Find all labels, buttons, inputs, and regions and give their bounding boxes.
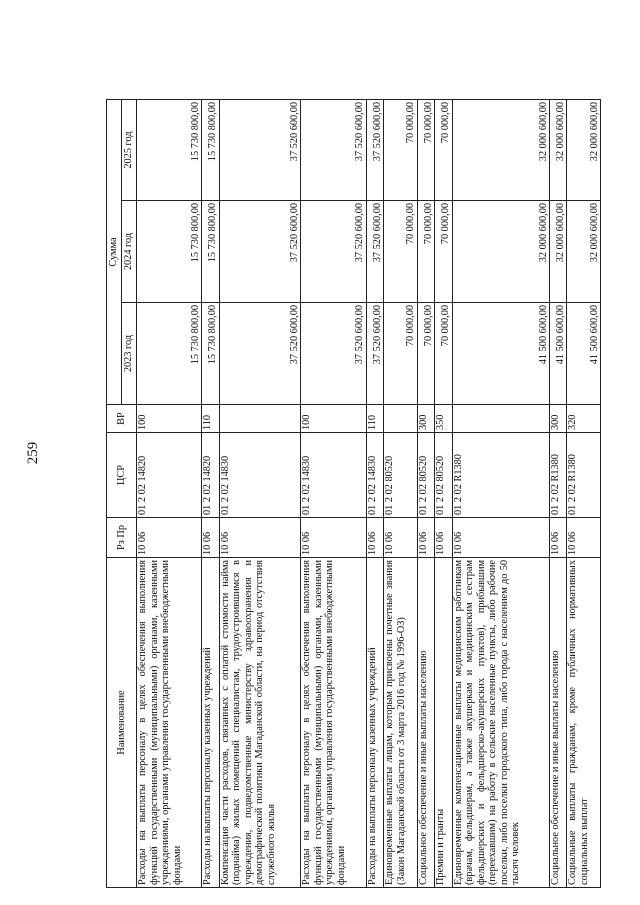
row-pr: 06 [219, 531, 231, 543]
row-rz: 10 [366, 544, 378, 555]
row-rz-pr-cell [435, 518, 452, 558]
row-2023-cell: 15 730 800,00 [202, 303, 219, 405]
row-vr-cell: 110 [202, 405, 219, 433]
row-pr: 06 [567, 531, 579, 543]
row-pr: 06 [366, 531, 378, 543]
row-2025-cell: 32 000 600,00 [550, 99, 567, 200]
row-2025-cell: 32 000 600,00 [567, 99, 601, 200]
row-pr: 06 [137, 531, 148, 543]
row-name-cell: Единовременные выплаты лицам, которым присвоены почетные звания (Закон Магаданской области от 3 марта 2016 год № 1996-ОЗ) [384, 558, 417, 888]
row-pr: 06 [417, 531, 429, 543]
row-2024-cell: 32 000 600,00 [550, 201, 567, 303]
row-2025-cell: 37 520 600,00 [219, 99, 301, 200]
row-csr-cell: 01 2 02 80520 [435, 433, 452, 518]
row-name-cell: Социальное обеспечение и иные выплаты населению [417, 558, 434, 888]
row-rz: 10 [435, 544, 447, 555]
row-vr-cell: 110 [366, 405, 383, 433]
row-pr: 06 [202, 531, 214, 543]
row-rz: 10 [202, 544, 214, 555]
row-vr-cell: 100 [301, 405, 366, 433]
row-2024-cell: 70 000,00 [417, 201, 434, 303]
row-rz: 10 [550, 544, 562, 555]
row-rz-pr-cell [550, 518, 567, 558]
header-2025: 2025 год [122, 99, 137, 200]
header-2023: 2023 год [122, 303, 137, 405]
row-name-cell: Расходы на выплаты персоналу в целях обеспечения выполнения функций государственными (муниципальными) органами, казенными учреждениями, органами управления государственными внебюджетными фондами [137, 558, 202, 888]
header-rz-pr: Рз Пр [107, 518, 137, 558]
row-2024-cell: 70 000,00 [384, 201, 417, 303]
row-rz-pr-cell [452, 518, 550, 558]
row-2023-cell: 70 000,00 [435, 303, 452, 405]
table-row [301, 99, 366, 887]
row-pr: 06 [550, 531, 562, 543]
row-rz: 10 [417, 544, 429, 555]
table-row [567, 99, 601, 887]
row-2024-cell: 15 730 800,00 [202, 201, 219, 303]
row-2023-cell: 70 000,00 [417, 303, 434, 405]
row-name-cell: Единовременные компенсационные выплаты медицинским работникам (врачам, фельдшерам, а также акушеркам и медицинским сестрам фельдшерских и фельдшерско-акушерских пунктов), прибывшим (переехавшим) на работу в сельские населенные пункты, либо рабочие поселки, либо поселки городского типа, либо города с населением до 50 тысяч человек [452, 558, 550, 888]
row-name-cell: Компенсация части расходов, связанных с оплатой стоимости найма (поднайма) жилых помещений специалистам, трудоустроившимся в учреждения, подведомственные министерству здравоохранения и демографической политики Магаданской области, на период отсутствия служебного жилья [219, 558, 301, 888]
table-row [366, 99, 383, 887]
row-rz-pr-cell [219, 518, 301, 558]
row-rz: 10 [219, 544, 231, 555]
row-2024-cell: 37 520 600,00 [219, 201, 301, 303]
row-2025-cell: 15 730 800,00 [137, 99, 202, 200]
row-name-cell: Расходы на выплаты персоналу казенных учреждений [366, 558, 383, 888]
row-vr-cell: 350 [435, 405, 452, 433]
table-row [452, 99, 550, 887]
row-2024-cell: 15 730 800,00 [137, 201, 202, 303]
row-2023-cell: 37 520 600,00 [366, 303, 383, 405]
row-vr-cell [384, 405, 417, 433]
header-2024: 2024 год [122, 201, 137, 303]
row-name-cell: Премии и гранты [435, 558, 452, 888]
row-rz-pr-cell [567, 518, 601, 558]
table-row [417, 99, 434, 887]
table-row [137, 99, 202, 887]
row-name-cell: Социальное обеспечение и иные выплаты населению [550, 558, 567, 888]
row-2025-cell: 32 000 600,00 [452, 99, 550, 200]
row-name-cell: Расходы на выплаты персоналу в целях обеспечения выполнения функций государственными (муниципальными) органами, казенными учреждениями, органами управления государственными внебюджетными фондами [301, 558, 366, 888]
row-pr: 06 [384, 531, 396, 543]
budget-table [106, 99, 601, 888]
row-vr-cell: 300 [550, 405, 567, 433]
row-rz-pr-cell [417, 518, 434, 558]
table-row [219, 99, 301, 887]
row-rz: 10 [452, 544, 464, 555]
row-vr-cell: 320 [567, 405, 601, 433]
table-row [202, 99, 219, 887]
row-vr-cell [452, 405, 550, 433]
row-2024-cell: 37 520 600,00 [301, 201, 366, 303]
row-csr-cell: 01 2 02 14830 [366, 433, 383, 518]
row-2023-cell: 41 500 600,00 [452, 303, 550, 405]
row-rz-pr-cell [301, 518, 366, 558]
row-2023-cell: 37 520 600,00 [301, 303, 366, 405]
row-vr-cell [219, 405, 301, 433]
row-rz-pr-cell [137, 518, 202, 558]
row-pr: 06 [435, 531, 447, 543]
row-2023-cell: 37 520 600,00 [219, 303, 301, 405]
row-csr-cell: 01 2 02 80520 [384, 433, 417, 518]
row-2025-cell: 15 730 800,00 [202, 99, 219, 200]
row-rz: 10 [137, 544, 148, 555]
header-csr: ЦСР [107, 433, 137, 518]
row-csr-cell: 01 2 02 14830 [301, 433, 366, 518]
row-2025-cell: 37 520 600,00 [301, 99, 366, 200]
row-2024-cell: 37 520 600,00 [366, 201, 383, 303]
page-number: 259 [24, 441, 41, 465]
row-csr-cell: 01 2 02 R1380 [567, 433, 601, 518]
row-rz-pr-cell [366, 518, 383, 558]
row-2025-cell: 37 520 600,00 [366, 99, 383, 200]
row-csr-cell: 01 2 02 14830 [219, 433, 301, 518]
row-2023-cell: 41 500 600,00 [567, 303, 601, 405]
header-name: Наименование [107, 558, 137, 888]
row-2025-cell: 70 000,00 [384, 99, 417, 200]
row-csr-cell: 01 2 02 R1380 [452, 433, 550, 518]
row-vr-cell: 300 [417, 405, 434, 433]
row-rz: 10 [384, 544, 396, 555]
row-csr-cell: 01 2 02 R1380 [550, 433, 567, 518]
row-2023-cell: 70 000,00 [384, 303, 417, 405]
row-2024-cell: 32 000 600,00 [452, 201, 550, 303]
row-2023-cell: 41 500 600,00 [550, 303, 567, 405]
row-2025-cell: 70 000,00 [435, 99, 452, 200]
rotated-table-container [106, 100, 601, 888]
row-pr: 06 [452, 531, 464, 543]
row-2023-cell: 15 730 800,00 [137, 303, 202, 405]
table-row [384, 99, 417, 887]
header-sum: Сумма [107, 99, 122, 404]
row-rz-pr-cell [202, 518, 219, 558]
table-row [550, 99, 567, 887]
row-2024-cell: 70 000,00 [435, 201, 452, 303]
row-csr-cell: 01 2 02 14820 [137, 433, 202, 518]
table-row [435, 99, 452, 887]
row-2024-cell: 32 000 600,00 [567, 201, 601, 303]
header-vr: ВР [107, 405, 137, 433]
row-csr-cell: 01 2 02 14820 [202, 433, 219, 518]
row-rz: 10 [567, 544, 579, 555]
row-rz: 10 [301, 544, 313, 555]
row-csr-cell: 01 2 02 80520 [417, 433, 434, 518]
row-rz-pr-cell [384, 518, 417, 558]
row-vr-cell: 100 [137, 405, 202, 433]
row-name-cell: Расходы на выплаты персоналу казенных учреждений [202, 558, 219, 888]
row-pr: 06 [301, 531, 313, 543]
row-name-cell: Социальные выплаты гражданам, кроме публичных нормативных социальных выплат [567, 558, 601, 888]
row-2025-cell: 70 000,00 [417, 99, 434, 200]
